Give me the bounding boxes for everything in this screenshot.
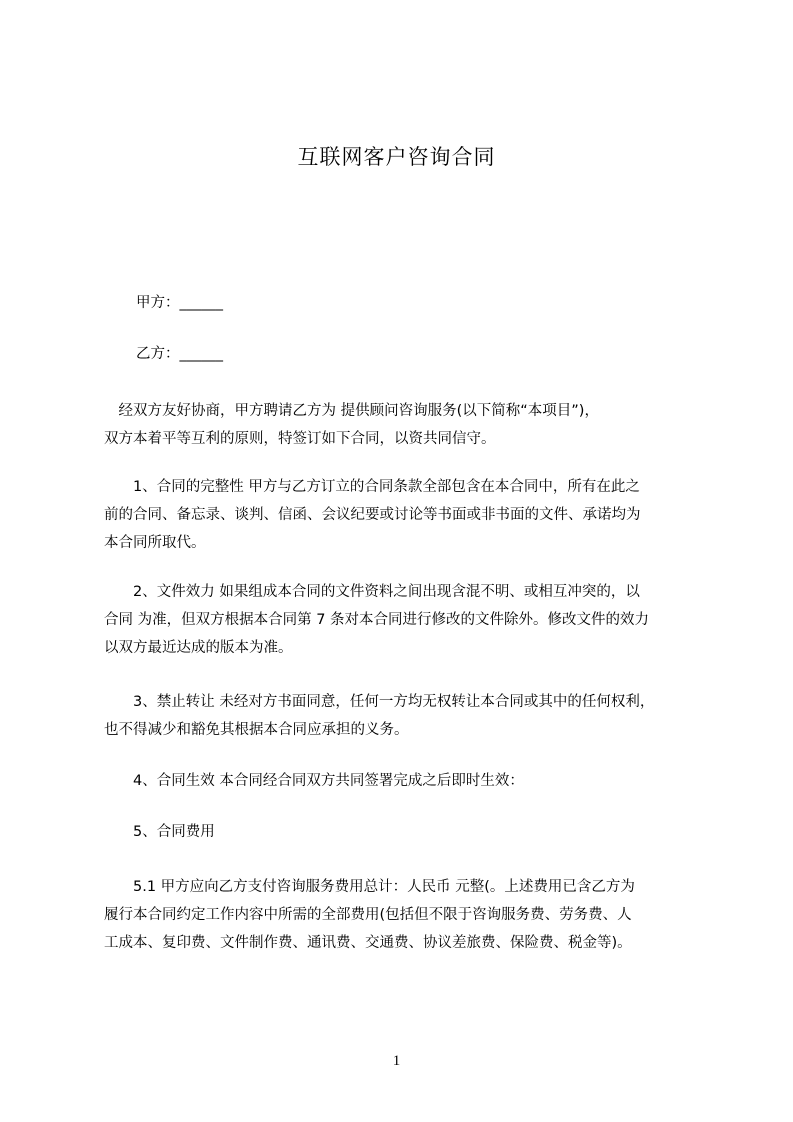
clause-2-line: 合同 为准，但双方根据本合同第 7 条对本合同进行修改的文件除外。修改文件的效力 <box>104 612 650 628</box>
contract-title: 互联网客户咨询合同 <box>297 145 496 169</box>
clause-5-1-line: 5.1 甲方应向乙方支付咨询服务费用总计：人民币 元整(。上述费用已含乙方为 <box>104 879 635 895</box>
intro-line: 经双方友好协商，甲方聘请乙方为 提供顾问咨询服务(以下简称“本项目”)， <box>104 403 599 419</box>
clause-1-line: 前的合同、备忘录、谈判、信函、会议纪要或讨论等书面或非书面的文件、承诺均为 <box>104 507 641 523</box>
clause-3-paragraph <box>104 688 704 744</box>
clause-2-paragraph <box>104 578 704 662</box>
clause-1-line: 本合同所取代。 <box>104 535 206 551</box>
intro-line: 双方本着平等互利的原则，特签订如下合同，以资共同信守。 <box>104 431 496 447</box>
clause-5-1-line: 履行本合同约定工作内容中所需的全部费用(包括但不限于咨询服务费、劳务费、人 <box>104 907 632 923</box>
clause-1-paragraph <box>104 473 704 557</box>
party-a-line: 甲方：______ <box>136 295 223 311</box>
clause-4-paragraph: 4、合同生效 本合同经合同双方共同签署完成之后即时生效： <box>104 773 524 789</box>
intro-paragraph <box>104 397 704 453</box>
clause-3-line: 3、禁止转让 未经对方书面同意，任何一方均无权转让本合同或其中的任何权利， <box>104 694 655 710</box>
clause-5-1-paragraph <box>104 873 704 957</box>
page-number: 1 <box>392 1053 401 1069</box>
clause-3-line: 也不得减少和豁免其根据本合同应承担的义务。 <box>104 722 409 738</box>
party-b-line: 乙方：______ <box>136 346 223 362</box>
clause-5-heading: 5、合同费用 <box>104 824 215 840</box>
clause-2-line: 以双方最近达成的版本为准。 <box>104 640 293 656</box>
clause-5-1-line: 工成本、复印费、文件制作费、通讯费、交通费、协议差旅费、保险费、税金等)。 <box>104 935 632 951</box>
clause-1-line: 1、合同的完整性 甲方与乙方订立的合同条款全部包含在本合同中，所有在此之 <box>104 479 640 495</box>
clause-2-line: 2、文件效力 如果组成本合同的文件资料之间出现含混不明、或相互冲突的，以 <box>104 584 640 600</box>
